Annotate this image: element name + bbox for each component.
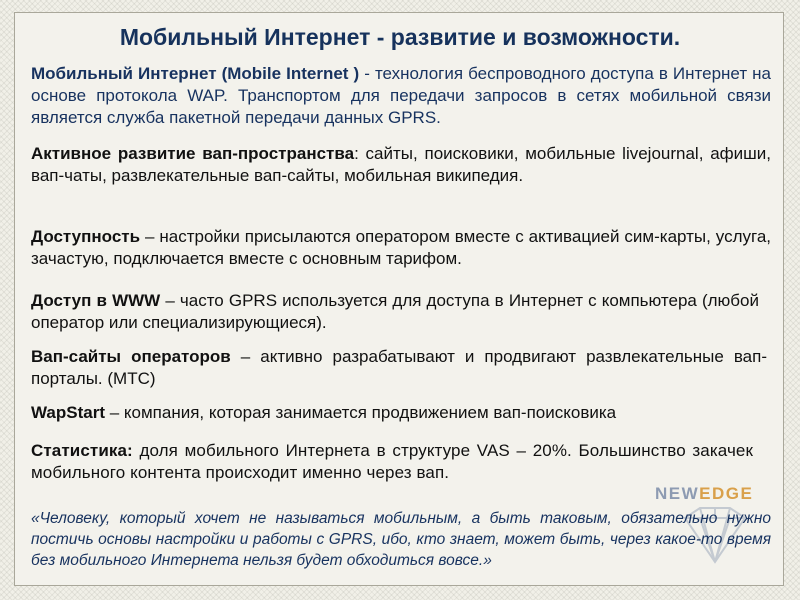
intro-text: - технология беспроводного доступа в Интернет на основе протокола WAP. Транспортом для передачи запросов в сетях мобильной связи является служба пакетной передачи данных GPRS. <box>31 64 772 127</box>
item-development <box>31 143 771 187</box>
item-operator-sites <box>31 346 767 390</box>
item-text: – настройки присылаются оператором вместе с активацией сим-карты, услуга, зачастую, подключается вместе с основным тарифом. <box>31 227 771 268</box>
item-wapstart <box>31 402 771 424</box>
item-term: Доступ в WWW <box>31 291 161 310</box>
closing-quote: «Человеку, который хочет не называться мобильным, а быть таковым, обязательно нужно постичь основы настройки и работы с GPRS, ибо, кто знает, может быть, через какое-то время без мобильного Интернета нельзя будет обходиться вовсе.» <box>31 510 771 569</box>
logo-part-new: NEW <box>655 484 700 503</box>
slide-title: Мобильный Интернет - развитие и возможности. <box>119 24 681 50</box>
item-term: Активное развитие вап-пространства <box>31 144 355 163</box>
item-availability <box>31 226 771 270</box>
item-text: – часто GPRS используется для доступа в Интернет с компьютера (любой оператор или специализирующиеся). <box>31 291 759 332</box>
item-term: WapStart <box>31 403 105 422</box>
item-statistics <box>31 440 753 484</box>
item-text: доля мобильного Интернета в структуре VAS – 20%. Большинство закачек мобильного контента происходит именно через вап. <box>31 441 753 482</box>
item-text: – активно разрабатывают и продвигают развлекательные вап-порталы. (МТС) <box>31 347 767 388</box>
logo-part-edge: EDGE <box>699 484 754 503</box>
item-term: Вап-сайты операторов <box>31 347 231 366</box>
intro-lead: Мобильный Интернет (Mobile Internet ) <box>31 64 360 83</box>
item-www-access <box>31 290 759 334</box>
newedge-logo <box>655 484 753 504</box>
intro-paragraph <box>31 63 771 129</box>
item-term: Доступность <box>31 227 141 246</box>
item-text: – компания, которая занимается продвижением вап-поисковика <box>105 403 617 422</box>
item-term: Статистика: <box>31 441 133 460</box>
item-text: : сайты, поисковики, мобильные livejournal, афиши, вап-чаты, развлекательные вап-сайты, мобильная википедия. <box>31 144 771 185</box>
